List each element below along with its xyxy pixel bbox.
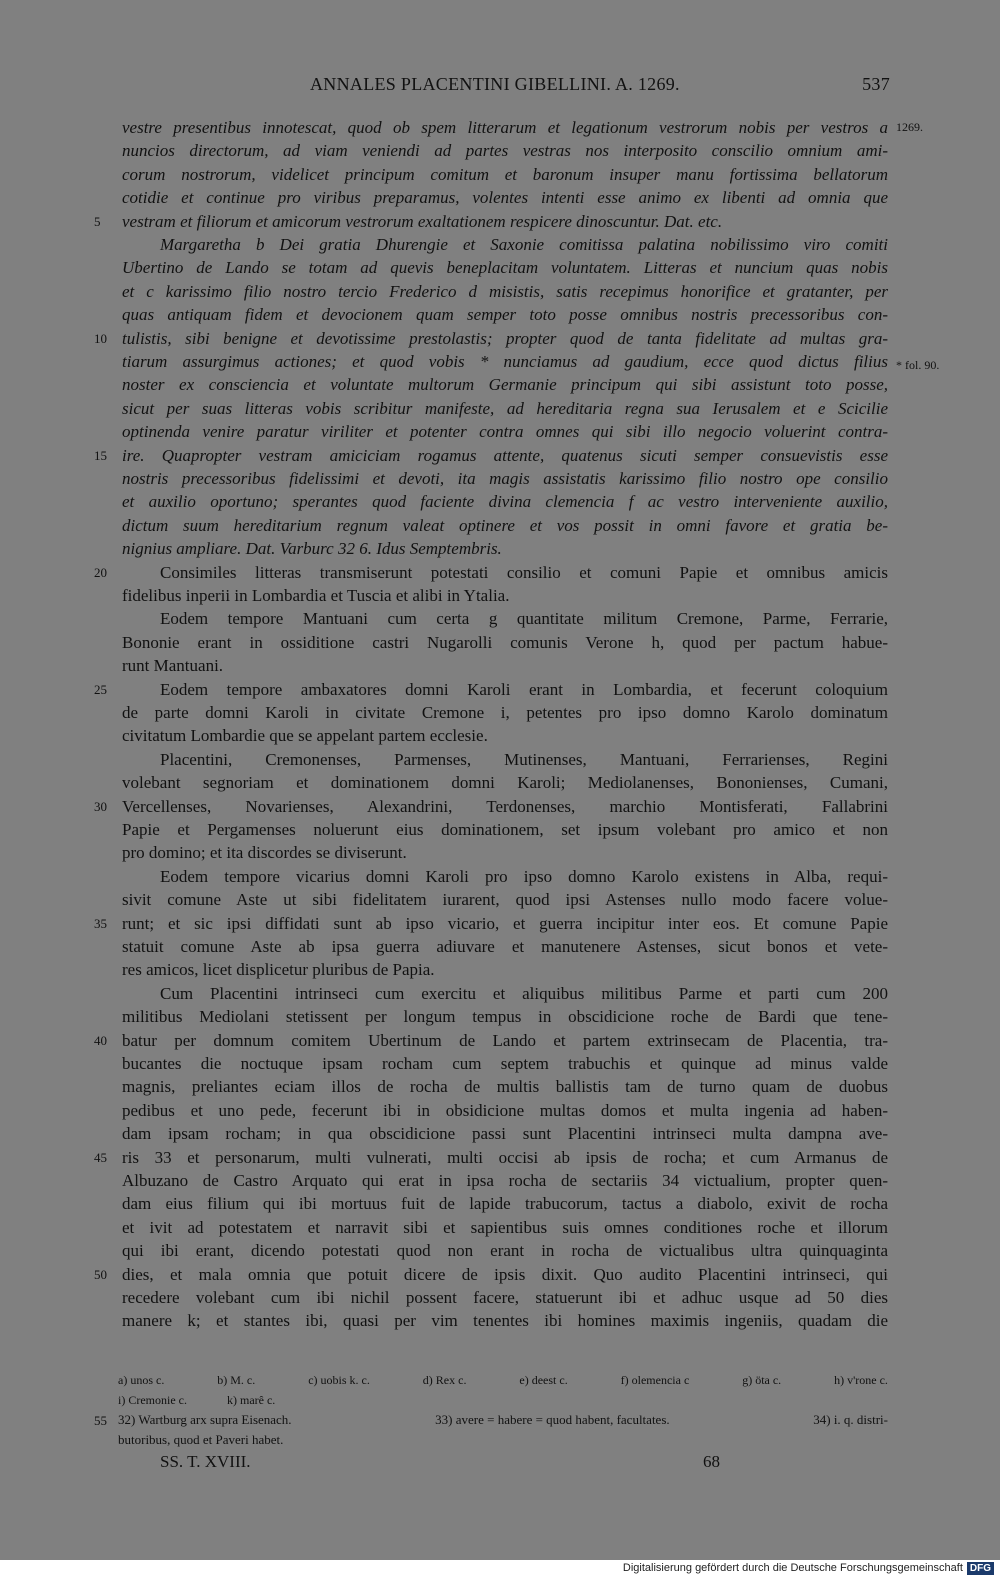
text-line: dam eius filium qui ibi mortuus fuit de lapide trabucorum, tactus a diabolo, exivit de rocha <box>122 1194 888 1214</box>
page-number: 537 <box>862 74 890 94</box>
footnote: f) olemencia c <box>620 1373 690 1387</box>
text-line: Eodem tempore ambaxatores domni Karoli erant in Lombardia, et fecerunt coloquium <box>160 679 888 699</box>
text-line: runt; et sic ipsi diffidati sunt ab ipso vicario, et guerra incipitur inter eos. Et comune Papie <box>122 913 888 933</box>
text-line: dictum suum hereditarium regnum valeat optinere et vos possit in omni favore et gratia be- <box>122 515 888 535</box>
text-line: noster ex consciencia et voluntate multorum Germanie principum qui sibi assistunt toto posse, <box>122 375 888 395</box>
text-line: bucantes die noctuque ipsam rocham cum septem trabuchis et quinque ad minus valde <box>122 1054 888 1073</box>
running-header <box>120 74 890 95</box>
dfg-text: Digitalisierung gefördert durch die Deutsche Forschungsgemeinschaft <box>622 1562 963 1574</box>
footnote: i) Cremonie c. <box>118 1393 187 1407</box>
text-line: dies, et mala omnia que potuit dicere de ipsis dixit. Quo audito Placentini intrinseci, qui <box>122 1264 888 1284</box>
text-line: tiarum assurgimus actiones; et quod vobis * nunciamus ad gaudium, ecce quod dictus filius <box>122 352 888 371</box>
text-line: vestram et filiorum et amicorum vestrorum exaltationem respicere dinoscuntur. Dat. etc. <box>122 211 723 231</box>
footnote: g) öta c. <box>742 1373 782 1387</box>
text-line: quas antiquam fidem et devocionem quam semper toto posse omnibus nostris precessoribus con- <box>122 305 888 325</box>
footnote-row <box>118 1390 888 1410</box>
text-line: nuncios directorum, ad viam veniendi ad partes vestras nos interposito conscilio omnium ami- <box>122 141 888 161</box>
line-number: 10 <box>94 330 107 346</box>
text-line: et auxilio oportuno; sperantes quod faciente divina clemencia f ac vestro interveniente auxilio, <box>122 492 888 512</box>
text-line: tulistis, sibi benigne et devotissime prestolastis; propter quod de tanta fidelitate ad multas gra- <box>122 328 888 348</box>
text-line: fidelibus inperii in Lombardia et Tuscia et alibi in Ytalia. <box>122 586 510 605</box>
footnote: c) uobis k. c. <box>308 1373 370 1387</box>
editor-note-line: butoribus, quod et Paveri habet. <box>118 1432 284 1447</box>
line-number: 55 <box>94 1413 107 1428</box>
text-line: ire. Quapropter vestram amiciciam rogamus attente, quatenus sicuti semper consuevistis esse <box>122 445 888 465</box>
sheet-number: 68 <box>703 1452 720 1471</box>
text-line: Margaretha b Dei gratia Dhurengie et Saxonie comitissa palatina nobilissimo viro comiti <box>160 235 888 254</box>
text-line: de parte domni Karoli in civitate Cremone i, petentes pro ipso domno Karolo dominatum <box>122 703 888 722</box>
editor-note-line <box>118 1410 888 1430</box>
line-number: 25 <box>94 681 107 697</box>
editor-note: 32) Wartburg arx supra Eisenach. <box>118 1412 292 1427</box>
text-line: recedere volebant cum ibi nichil possent facere, statuerunt ibi et adhuc usque ad 50 dies <box>122 1288 888 1307</box>
text-line: sivit comune Aste ut sibi fidelitatem iurarent, quod ipsi Astenses nullo modo facere volue- <box>122 890 888 910</box>
text-line: et ivit ad potestatem et narravit sibi et sapientibus suis omnes conditiones roche et illorum <box>122 1217 888 1237</box>
line-number: 30 <box>94 798 107 814</box>
text-line: qui ibi erant, dicendo potestati quod non erant in rocha de victualibus ultra quinquaginta <box>122 1241 888 1261</box>
text-line: et c karissimo filio nostro tercio Frederico d misistis, satis recepimus honorifice et gratanter, per <box>122 281 888 301</box>
text-line: Albuzano de Castro Arquato qui erat in ipsa rocha de sectariis 34 victualium, propter quen- <box>122 1171 888 1190</box>
line-number: 20 <box>94 564 107 580</box>
text-line: res amicos, licet displicetur pluribus de Papia. <box>122 960 435 980</box>
text-line: manere k; et stantes ibi, quasi per vim tenentes ibi homines maximis ingeniis, quadam die <box>122 1311 888 1331</box>
dfg-banner <box>0 1560 1000 1577</box>
text-line: Ubertino de Lando se totam ad quevis beneplacitam voluntatem. Litteras et nuncium quas nobis <box>122 258 888 278</box>
page-footer <box>160 1452 720 1472</box>
text-line: cotidie et continue pro viribus preparamus, volentes intenti esse animo ex libenti ad omnia que <box>122 188 888 208</box>
text-line: pedibus et uno pede, fecerunt ibi in obsidicione multas domos et multa ingenia ad haben- <box>122 1100 888 1120</box>
line-number: 15 <box>94 447 107 463</box>
editor-note: 33) avere = habere = quod habent, facultates. <box>435 1412 670 1427</box>
page-title: ANNALES PLACENTINI GIBELLINI. A. 1269. <box>310 74 680 94</box>
footnote: d) Rex c. <box>422 1373 467 1387</box>
text-line: Vercellenses, Novarienses, Alexandrini, Terdonenses, marchio Montisferati, Fallabrini <box>122 796 888 816</box>
text-line: runt Mantuani. <box>122 656 224 676</box>
margin-folio: * fol. 90. <box>896 358 940 372</box>
text-line: optinenda venire paratur viriliter et potenter contra omnes qui sibi illo negocio voluerint contra- <box>122 422 888 442</box>
text-line: ris 33 et personarum, multi vulnerati, multi occisi ab ipsis de rocha; et cum Armanus de <box>122 1147 888 1167</box>
line-number: 40 <box>94 1032 107 1048</box>
footnote: e) deest c. <box>519 1373 568 1387</box>
text-line: Bononie erant in ossiditione castri Nugarolli comunis Verone h, quod per pactum habue- <box>122 632 888 652</box>
text-line: volebant segnoriam et dominationem domni Karoli; Mediolanenses, Bononienses, Cumani, <box>122 773 888 793</box>
footnotes <box>118 1370 888 1410</box>
sheet-signature: SS. T. XVIII. <box>160 1452 251 1471</box>
text-line: corum nostrorum, videlicet principum comitum et baronum insuper manu fortissima bellatorum <box>122 164 888 184</box>
text-line: vestre presentibus innotescat, quod ob spem litterarum et legationum vestrorum nobis per vestros a <box>122 118 888 137</box>
text-line: militibus Mediolani stetissent per longum tempus in obscidicione roche de Bardi que tene- <box>122 1007 888 1027</box>
text-line: sicut per suas litteras vobis scribitur manifeste, ad hereditaria regna sua Ierusalem et e Scicilie <box>122 398 888 418</box>
text-line: Eodem tempore Mantuani cum certa g quantitate militum Cremone, Parme, Ferrarie, <box>160 609 888 629</box>
line-number: 5 <box>94 213 101 229</box>
editor-note: 34) i. q. distri- <box>813 1412 888 1427</box>
text-line: Eodem tempore vicarius domni Karoli pro ipso domno Karolo existens in Alba, requi- <box>160 866 888 886</box>
footnote: k) marê c. <box>226 1393 276 1407</box>
text-line: Placentini, Cremonenses, Parmenses, Mutinenses, Mantuani, Ferrarienses, Regini <box>160 749 888 769</box>
editor-notes <box>118 1410 888 1450</box>
line-number: 50 <box>94 1266 107 1282</box>
dfg-logo: DFG <box>967 1562 994 1575</box>
line-number: 45 <box>94 1149 107 1165</box>
text-line: nignius ampliare. Dat. Varburc 32 6. Idus Semptembris. <box>122 539 502 559</box>
margin-year: 1269. <box>896 120 923 134</box>
text-line: Papie et Pergamenses noluerunt eius dominationem, set ipsum volebant pro amico et non <box>122 820 888 839</box>
footnote: b) M. c. <box>217 1373 256 1387</box>
line-number: 35 <box>94 915 107 931</box>
text-line: statuit comune Aste ab ipsa guerra adiuvare et manutenere Astenses, sicut bonos et vete- <box>122 937 888 956</box>
text-line: magnis, preliantes eciam illos de rocha de multis ballistis tam de turno quam de duobus <box>122 1077 888 1097</box>
footnote: a) unos c. <box>118 1373 165 1387</box>
text-line: pro domino; et ita discordes se diviserunt. <box>122 843 407 863</box>
text-line: civitatum Lombardie que se appelant partem ecclesie. <box>122 726 488 746</box>
footnote: h) v'rone c. <box>834 1373 888 1387</box>
text-line: Cum Placentini intrinseci cum exercitu et aliquibus militibus Parme et parti cum 200 <box>160 983 888 1003</box>
text-line: dam ipsam rocham; in qua obscidicione passi sunt Placentini intrinseci multa dampna ave- <box>122 1124 888 1144</box>
text-line: Consimiles litteras transmiserunt potestati consilio et comuni Papie et omnibus amicis <box>160 562 888 582</box>
text-line: nostris precessoribus fidelissimi et devoti, ita magis assistatis karissimo filio nostro ope consilio <box>122 469 888 488</box>
text-line: batur per domnum comitem Ubertinum de Lando et partem extrinsecam de Placentia, tra- <box>122 1030 888 1050</box>
footnote-row <box>118 1370 888 1390</box>
